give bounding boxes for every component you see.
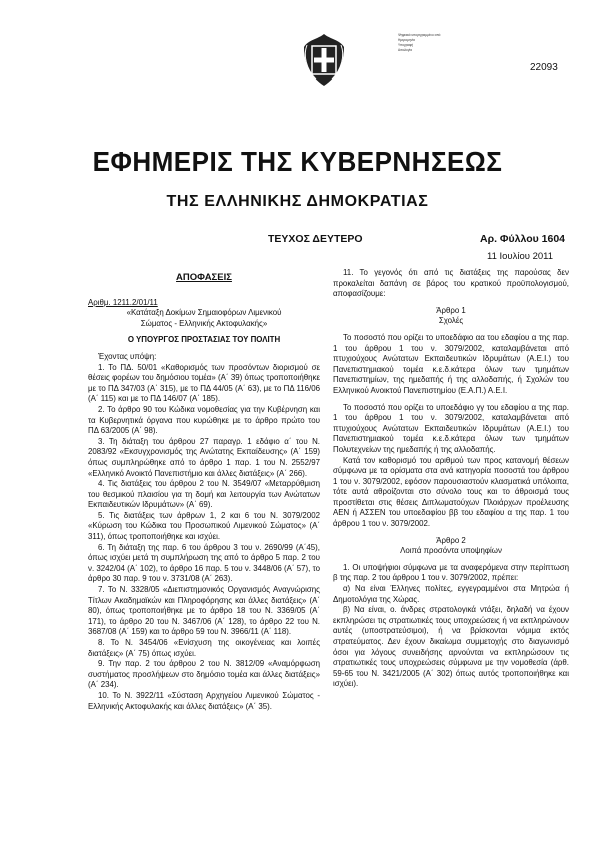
list-item: 8. Το Ν. 3454/06 «Ενίσχυση της οικογένειας και λοιπές διατάξεις» (Α΄ 75) όπως ισχύει. [88,638,320,658]
list-item: 4. Τις διατάξεις του άρθρου 2 του Ν. 3549/07 «Μεταρρύθμιση του θεσμικού πλαισίου για τη δομή και λειτουργία των Ανώτατων Εκπαιδευτικών Ιδρυμάτων» (Α΄ 69). [88,479,320,510]
sig-line: Αιτιολογία [398,48,412,52]
list-item: 5. Τις διατάξεις των άρθρων 1, 2 και 6 του Ν. 3079/2002 «Κύρωση του Κώδικα του Προσωπικού Λιμενικού Σώματος» (Α΄ 311), όπως τροποποιήθηκε και ισχύει. [88,510,320,542]
intro: Έχοντας υπόψη: [98,351,157,361]
gazette-subtitle: ΤΗΣ ΕΛΛΗΝΙΚΗΣ ΔΗΜΟΚΡΑΤΙΑΣ [166,193,429,210]
article-2-subtitle: Λοιπά προσόντα υποψηφίων [400,546,502,556]
list-item: 7. Το Ν. 3328/05 «Διεπιστημονικός Οργανισμός Αναγνώρισης Τίτλων Ακαδημαϊκών και Πληροφόρησης και άλλες διατάξεις» (Α΄ 80), όπως τροποποιήθηκε με το άρθρο 18 του Ν. 3369/05 (Α΄ 171), το άρθρο 20 του Ν. 3467/06 (Α΄ 128), το άρθρο 22 του Ν. 3687/08 (Α΄ 159) και το άρθρο 59 του Ν. 3966/11 (Α΄ 118). [88,585,320,637]
authority: Ο ΥΠΟΥΡΓΟΣ ΠΡΟΣΤΑΣΙΑΣ ΤΟΥ ΠΟΛΙΤΗ [127,335,281,345]
article-1-subtitle: Σχολές [438,316,464,326]
decision-subject: «Κατάταξη Δοκίμων Σημαιοφόρων Λιμενικού Σώματος - Ελληνικής Ακτοφυλακής» [126,308,282,328]
coat-of-arms-emblem [300,33,348,87]
article-paragraph: β) Να είναι, ο. άνδρες στρατολογικά ντάξει, δηλαδή να έχουν εκπληρώσει τις στρατιωτικές τους υποχρεώσεις ή να εκπληρώνουν αυτές (υποστρατεύσιμοι), ή να βρίσκονται νόμιμα εκτός στρατεύματος. Δεν έχουν δικαίωμα συμμετοχής στο διαγωνισμό όσοι για λόγους συνειδήσης αρνούνται να εκπληρώσουν τις στρατιωτικές τους υποχρεώσεις σύμφωνα με την νομοθεσία (άρθ. 59-65 του Ν. 3421/2005 (Α΄ 302) όπως αυτός τροποποιήθηκε και ισχύει). [333,605,569,689]
sig-line: Ψηφιακά υπογεγραμμένο από [398,33,441,37]
article-2-title: Άρθρο 2 [436,535,466,545]
issue-date: 11 Ιουλίου 2011 [487,251,554,262]
article-paragraph: α) Να είναι Έλληνες πολίτες, εγγεγραμμένοι στα Μητρώα ή Δημοτολόγια της Χώρας. [333,584,569,604]
decision-ref: Αριθμ. 1211.2/01/11 [88,297,158,307]
list-item: 6. Τη διάταξη της παρ. 6 του άρθρου 3 του ν. 2690/99 (Α΄45), όπως ισχύει μετά τη συμπλήρωση της από το άρθρο 5 παρ. 2 του ν. 3242/04 (Α΄ 102), το άρθρο 16 παρ. 5 του ν. 3448/06 (Α΄ 57), το άρθρο 30 παρ. 9 του ν. 3731/08 (Α΄ 263). [88,542,320,584]
gazette-title: ΕΦΗΜΕΡΙΣ ΤΗΣ ΚΥΒΕΡΝΗΣΕΩΣ [92,146,503,177]
page-number: 22093 [530,62,558,73]
sheet-number: Αρ. Φύλλου 1604 [480,233,565,245]
sig-line: Ημερομηνία [398,38,415,42]
list-item: 1. Το ΠΔ. 50/01 «Καθορισμός των προσόντων διορισμού σε θέσεις φορέων του δημόσιου τομέα» (Α΄ 39) όπως τροποποιήθηκε με το ΠΔ 347/03 (Α΄ 315), με το ΠΔ 44/05 (Α΄ 63), με το ΠΔ 116/06 (Α΄ 115) και με το ΠΔ 146/07 (Α΄ 185). [88,362,320,404]
article-paragraph: Το ποσοστό που ορίζει το υποεδάφιο αα του εδαφίου α της παρ. 1 του άρθρου 1 του ν. 3079/2002, καταλαμβάνεται από πτυχιούχους Ανώτατων Εκπαιδευτικών Ιδρυμάτων (Α.Ε.Ι.) του Πανεπιστημιακού τομέα κ.ε.δ.κάτερα όλων των τμημάτων Πανεπιστημίων, της ημεδαπής ή της αλλοδαπής, ή Σχολών του Ελληνικού Ανοικτού Πανεπιστημίου (Ε.Α.Π.) Α.Ε.Ι. [333,332,569,395]
section-title: ΑΠΟΦΑΣΕΙΣ [176,272,232,283]
article-1-title: Άρθρο 1 [436,305,466,315]
list-item: 11. Το γεγονός ότι από τις διατάξεις της παρούσας δεν προκαλείται δαπάνη σε βάρος του κρατικού προϋπολογισμού, αποφασίζουμε: [333,268,569,299]
list-item: 2. Το άρθρο 90 του Κώδικα νομοθεσίας για την Κυβέρνηση και τα Κυβερνητικά όργανα που κυρώθηκε με το άρθρο πρώτο του ΠΔ 63/2005 (Α΄ 98). [88,404,320,436]
sig-line: Υπογραφή [398,43,414,47]
article-paragraph: 1. Οι υποψήφιοι σύμφωνα με τα αναφερόμενα στην περίπτωση β της παρ. 2 του άρθρου 1 του ν. 3079/2002, πρέπει: [333,562,569,583]
article-paragraph: Το ποσοστό που ορίζει το υποεδάφιο γγ του εδαφίου α της παρ. 1 του άρθρου 1 του ν. 3079/2002, καταλαμβάνεται από πτυχιούχους Ανώτατων Εκπαιδευτικών Ιδρυμάτων (Α.Ε.Ι.) του Πανεπιστημιακού τομέα κ.ε.δ.κάτερα όλων των τμημάτων Πολυτεχνείων της ημεδαπής ή της αλλοδαπής. [333,402,569,454]
digital-signature-block [398,33,472,53]
right-column [333,268,569,690]
list-item: 9. Την παρ. 2 του άρθρου 2 του Ν. 3812/09 «Αναμόρφωση συστήματος προσλήψεων στο δημόσιο τομέα και άλλες διατάξεις» (Α΄ 234). [88,659,320,690]
list-item: 3. Τη διάταξη του άρθρου 27 παραγρ. 1 εδάφιο α΄ του Ν. 2083/92 «Εκσυγχρονισμός της Ανώτατης Εκπαίδευσης» (Α΄ 159) όπως συμπληρώθηκε από το άρθρο 1 παρ. 1 του Ν. 2552/97 «Ελληνικό Ανοικτό Πανεπιστήμιο και άλλες διατάξεις» (Α΄ 266). [88,436,320,478]
article-paragraph: Κατά τον καθορισμό του αριθμού των προς κατανομή θέσεων σύμφωνα με τα ορίσματα στα ανά κατηγορία ποσοστά του άρθρου 1 του ν. 3079/2002, εφόσον παρουσιαστούν κλασματικά υπόλοιπα, τότε αυτά αθροίζονται στο σύνολο τους και το άθροισμά τους προστίθεται στις θέσεις Διπλωματούχων Πλοιάρχων προέλευσης ΑΕΝ ή ΑΣΣΕΝ του υποεδαφίου ββ του εδαφίου α της παρ. 1 του άρθρου 1 του ν. 3079/2002. [333,455,569,529]
issue-label: ΤΕΥΧΟΣ ΔΕΥΤΕΡΟ [268,233,363,245]
left-column [88,268,320,712]
list-item: 10. Το Ν. 3922/11 «Σύσταση Αρχηγείου Λιμενικού Σώματος - Ελληνικής Ακτοφυλακής και άλλες διατάξεις» (Α΄ 35). [88,690,320,711]
